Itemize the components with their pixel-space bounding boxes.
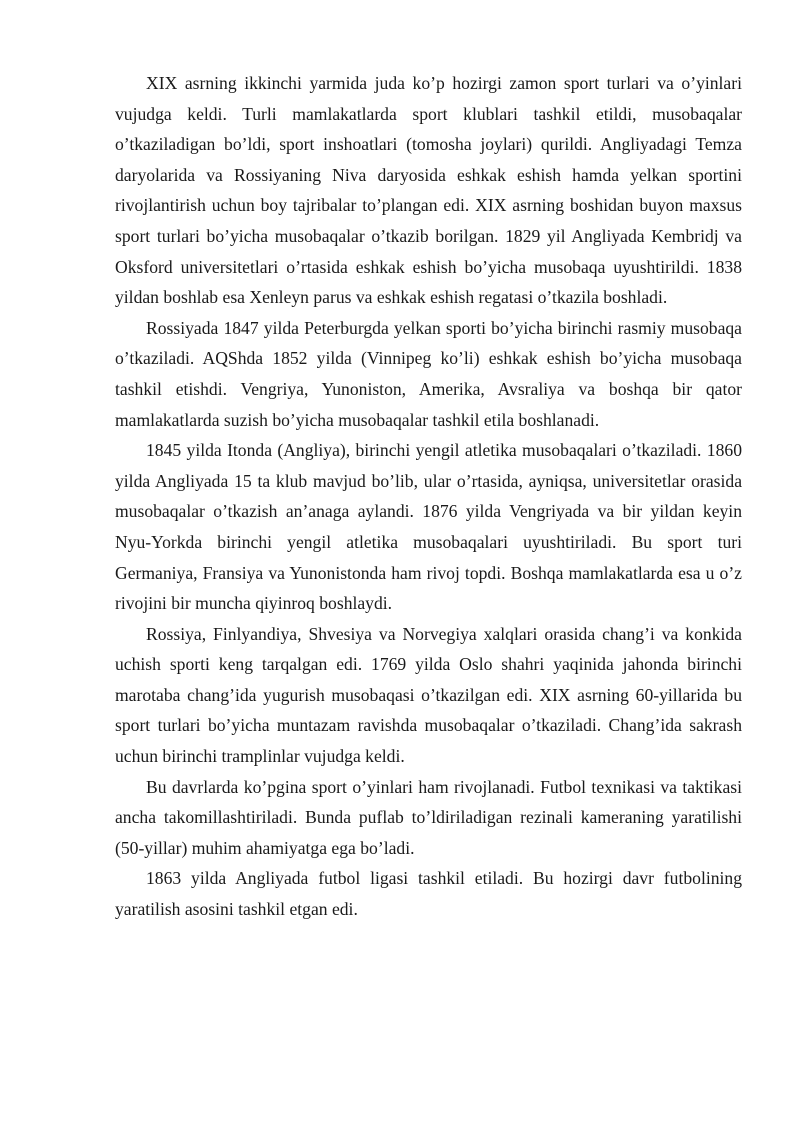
paragraph-6: 1863 yilda Angliyada futbol ligasi tashkil etiladi. Bu hozirgi davr futbolining yaratilish asosini tashkil etgan edi. [115, 868, 742, 920]
document-page [115, 68, 742, 925]
paragraph-5: Bu davrlarda ko’pgina sport o’yinlari ham rivojlanadi. Futbol texnikasi va taktikasi ancha takomillashtiriladi. Bunda puflab to’ldiriladigan rezinali kameraning yaratilishi (50-yillar) muhim ahamiyatga ega bo’ladi. [115, 776, 742, 858]
paragraph-1: XIX asrning ikkinchi yarmida juda ko’p hozirgi zamon sport turlari va o’yinlari vujudga keldi. Turli mamlakatlarda sport klublari tashkil etildi, musobaqalar o’tkaziladigan bo’ldi, sport inshoatlari (tomosha joylari) qurildi. Angliyadagi Temza daryolarida va Rossiyaning Niva daryosida eshkak eshish hamda yelkan sportini rivojlantirish uchun boy tajribalar to’plangan edi. XIX asrning boshidan buyon maxsus sport turlari bo’yicha musobaqalar o’tkazib borilgan. 1829 yil Angliyada Kembridj va Oksford universitetlari o’rtasida eshkak eshish bo’yicha musobaqa uyushtirildi. 1838 yildan boshlab esa Xenleyn parus va eshkak eshish regatasi o’tkazila boshladi. [115, 73, 742, 308]
paragraph-3: 1845 yilda Itonda (Angliya), birinchi yengil atletika musobaqalari o’tkaziladi. 1860 yilda Angliyada 15 ta klub mavjud bo’lib, ular o’rtasida, ayniqsa, universitetlar orasida musobaqalar o’tkazish an’anaga aylandi. 1876 yilda Vengriyada va bir yildan keyin Nyu-Yorkda birinchi yengil atletika musobaqalari uyushtiriladi. Bu sport turi Germaniya, Fransiya va Yunonistonda ham rivoj topdi. Boshqa mamlakatlarda esa u o’z rivojini bir muncha qiyinroq boshlaydi. [115, 440, 742, 614]
paragraph-4: Rossiya, Finlyandiya, Shvesiya va Norvegiya xalqlari orasida chang’i va konkida uchish sporti keng tarqalgan edi. 1769 yilda Oslo shahri yaqinida jahonda birinchi marotaba chang’ida yugurish musobaqasi o’tkazilgan edi. XIX asrning 60-yillarida bu sport turlari bo’yicha muntazam ravishda musobaqalar o’tkaziladi. Chang’ida sakrash uchun birinchi tramplinlar vujudga keldi. [115, 623, 742, 767]
paragraph-2: Rossiyada 1847 yilda Peterburgda yelkan sporti bo’yicha birinchi rasmiy musobaqa o’tkaziladi. AQShda 1852 yilda (Vinnipeg ko’li) eshkak eshish bo’yicha musobaqa tashkil etishdi. Vengriya, Yunoniston, Amerika, Avsraliya va boshqa bir qator mamlakatlarda suzish bo’yicha musobaqalar tashkil etila boshlanadi. [115, 317, 742, 430]
